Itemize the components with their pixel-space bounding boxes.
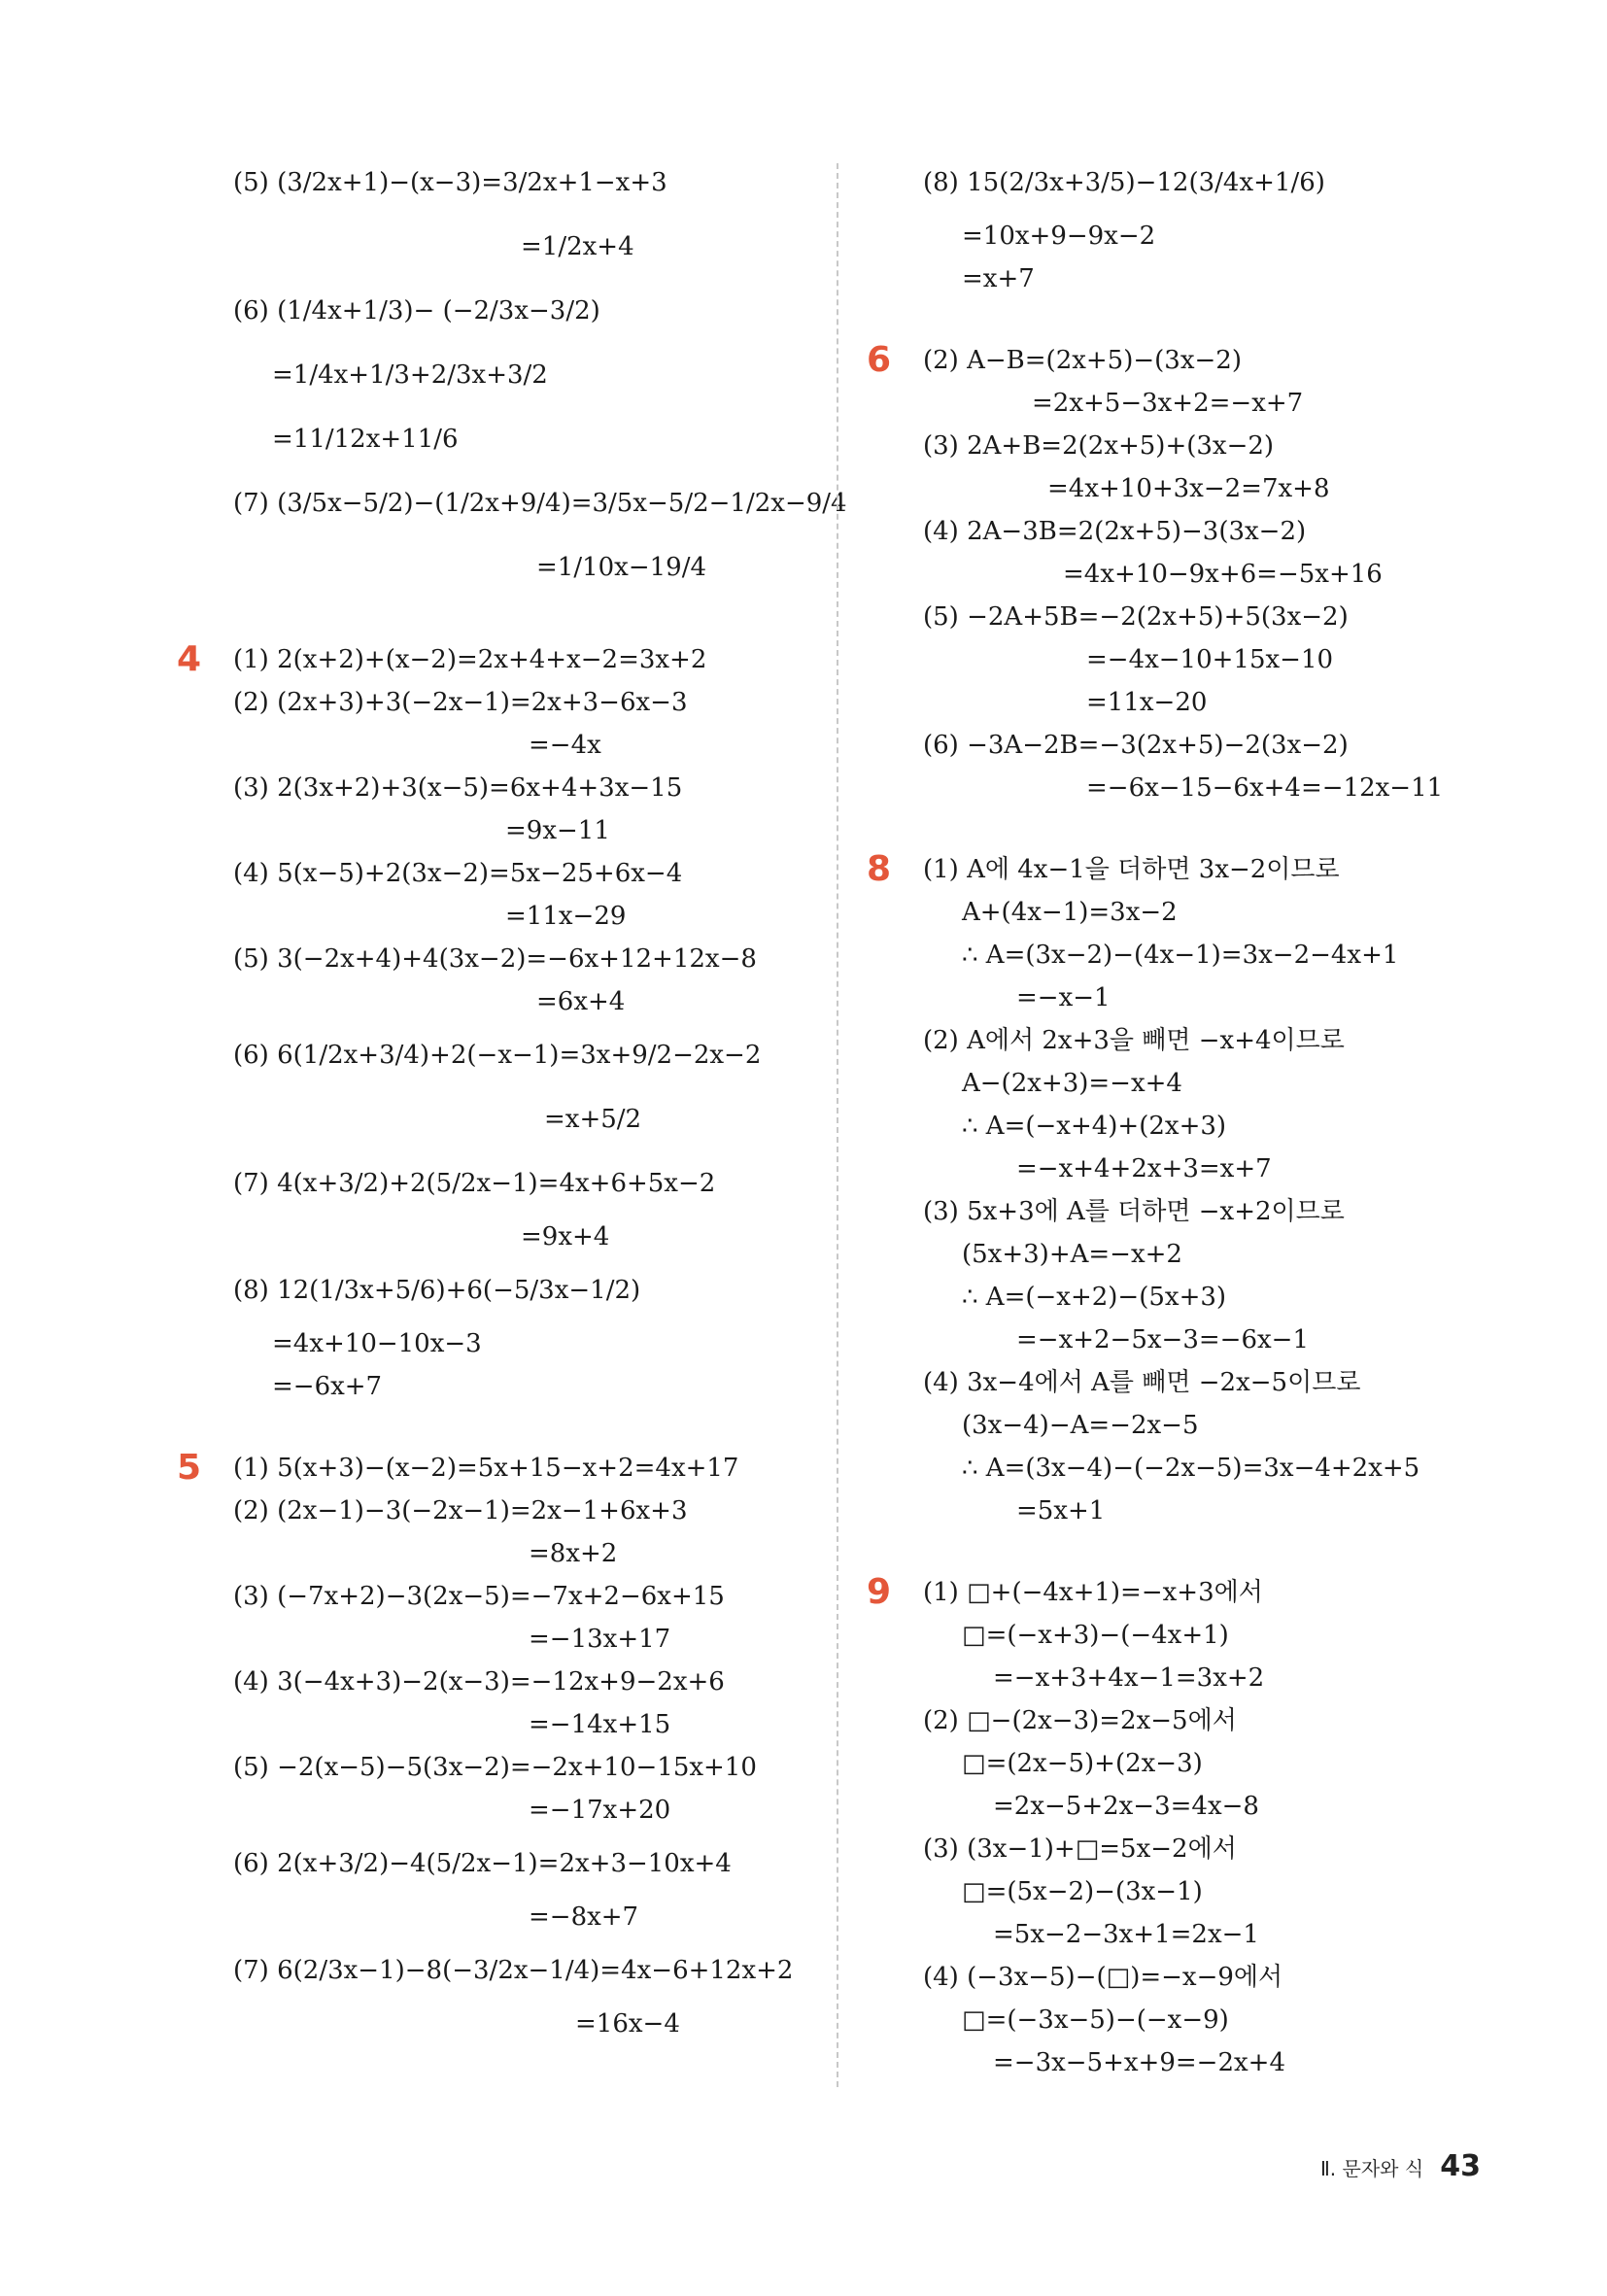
solution-text: (2) □−(2x−3)=2x−5에서 [923, 1706, 1237, 1735]
solution-text: (4) (−3x−5)−(□)=−x−9에서 [923, 1963, 1283, 1992]
solution-text: (1) 2(x+2)+(x−2)=2x+4+x−2=3x+2 [233, 645, 707, 674]
solution-text: (7) 4(x+3/2)+2(5/2x−1)=4x+6+5x−2 [233, 1169, 716, 1198]
solution-text: □=(5x−2)−(3x−1) [962, 1877, 1203, 1906]
solution-text: (3) 2A+B=2(2x+5)+(3x−2) [923, 431, 1275, 461]
solution-text: =6x+4 [536, 987, 626, 1016]
solution-text: =−6x+7 [272, 1372, 383, 1401]
solution-text: □=(−3x−5)−(−x−9) [962, 2005, 1229, 2035]
solution-line [233, 1087, 836, 1151]
solution-line [923, 1190, 1525, 1233]
solution-line [233, 1023, 836, 1087]
solution-line [923, 1999, 1525, 2041]
solution-text: (4) 5(x−5)+2(3x−2)=5x−25+6x−4 [233, 859, 683, 888]
section-gap [923, 300, 1525, 339]
solution-line [233, 1322, 836, 1365]
solution-text: (3) 2(3x+2)+3(x−5)=6x+4+3x−15 [233, 773, 683, 803]
solution-line [923, 1447, 1525, 1490]
solution-line [923, 1657, 1525, 1699]
solution-text: (6) (1/4x+1/3)− (−2/3x−3/2) [233, 296, 600, 326]
solution-line [233, 1151, 836, 1216]
solution-text: (5) −2A+5B=−2(2x+5)+5(3x−2) [923, 602, 1349, 632]
solution-line [233, 1703, 836, 1746]
solution-text: □=(−x+3)−(−4x+1) [962, 1621, 1229, 1650]
solution-text: =x+5/2 [544, 1105, 642, 1134]
solution-text: (5) −2(x−5)−5(3x−2)=−2x+10−15x+10 [233, 1753, 757, 1782]
solution-text: (3) (−7x+2)−3(2x−5)=−7x+2−6x+15 [233, 1582, 725, 1611]
solution-text: (1) □+(−4x+1)=−x+3에서 [923, 1578, 1263, 1607]
solution-text: □=(2x−5)+(2x−3) [962, 1749, 1203, 1778]
solution-line [923, 382, 1525, 425]
solution-text: ∴ A=(−x+4)+(2x+3) [962, 1112, 1227, 1141]
page-number: 43 [1440, 2149, 1481, 2183]
right-column [867, 151, 1525, 2084]
solution-line [867, 339, 1525, 382]
solution-line [923, 425, 1525, 467]
column-divider [837, 163, 838, 2087]
solution-text: ∴ A=(3x−4)−(−2x−5)=3x−4+2x+5 [962, 1454, 1420, 1483]
solution-text: (5) 3(−2x+4)+4(3x−2)=−6x+12+12x−8 [233, 944, 757, 974]
solution-text: (3x−4)−A=−2x−5 [962, 1411, 1199, 1440]
solution-text: =9x+4 [521, 1222, 610, 1251]
solution-text: =16x−4 [575, 2009, 680, 2039]
solution-line [923, 724, 1525, 767]
solution-line [923, 681, 1525, 724]
section-gap [233, 1408, 836, 1447]
solution-line [233, 1532, 836, 1575]
solution-line [233, 809, 836, 852]
solution-line [867, 848, 1525, 891]
solution-text: A−(2x+3)=−x+4 [962, 1069, 1182, 1098]
solution-line [233, 1216, 836, 1258]
solution-line [233, 1746, 836, 1789]
solution-text: =1/10x−19/4 [536, 553, 707, 582]
solution-text: (8) 15(2/3x+3/5)−12(3/4x+1/6) [923, 168, 1325, 197]
solution-line [923, 151, 1525, 215]
solution-line [233, 1789, 836, 1832]
solution-line [233, 1258, 836, 1322]
section-label: Ⅱ. 문자와 식 [1319, 2157, 1424, 2180]
solution-text: (7) (3/5x−5/2)−(1/2x+9/4)=3/5x−5/2−1/2x−9/4 [233, 489, 847, 518]
solution-line [233, 1896, 836, 1938]
solution-text: (2) A에서 2x+3을 빼면 −x+4이므로 [923, 1026, 1345, 1055]
solution-text: ∴ A=(−x+2)−(5x+3) [962, 1283, 1227, 1312]
solution-text: (1) A에 4x−1을 더하면 3x−2이므로 [923, 855, 1340, 884]
problem-number: 9 [867, 1572, 892, 1612]
solution-text: (7) 6(2/3x−1)−8(−3/2x−1/4)=4x−6+12x+2 [233, 1956, 794, 1985]
solution-line [923, 467, 1525, 510]
problem-number: 5 [177, 1448, 202, 1488]
solution-line [923, 1062, 1525, 1105]
solution-text: (4) 3(−4x+3)−2(x−3)=−12x+9−2x+6 [233, 1667, 725, 1696]
solution-line [923, 215, 1525, 257]
solution-line [233, 471, 847, 535]
solution-line [233, 215, 836, 279]
solution-line [233, 681, 836, 724]
solution-text: =2x+5−3x+2=−x+7 [1032, 389, 1304, 418]
solution-text: A+(4x−1)=3x−2 [962, 898, 1178, 927]
solution-line [923, 2041, 1525, 2084]
solution-text: =5x+1 [1016, 1496, 1106, 1525]
solution-line [233, 895, 836, 938]
solution-line [923, 1404, 1525, 1447]
solution-text: =−x−1 [1016, 983, 1111, 1012]
solution-line [233, 767, 836, 809]
solution-text: =5x−2−3x+1=2x−1 [993, 1920, 1259, 1949]
solution-line [923, 1319, 1525, 1361]
solution-text: (1) 5(x+3)−(x−2)=5x+15−x+2=4x+17 [233, 1454, 739, 1483]
solution-line [233, 1938, 836, 2003]
solution-text: =8x+2 [529, 1539, 618, 1568]
solution-text: =−17x+20 [529, 1796, 671, 1825]
solution-line [233, 1575, 836, 1618]
solution-text: =11x−20 [1086, 688, 1208, 717]
solution-line [233, 343, 836, 407]
solution-line [923, 1490, 1525, 1532]
solution-text: (5x+3)+A=−x+2 [962, 1240, 1182, 1269]
solution-text: =x+7 [962, 264, 1035, 293]
solution-line [233, 938, 836, 980]
solution-text: =11/12x+11/6 [272, 425, 459, 454]
solution-text: =−4x−10+15x−10 [1086, 645, 1334, 674]
page-footer [1320, 2149, 1481, 2183]
solution-line [233, 1832, 836, 1896]
section-gap [233, 600, 836, 638]
section-gap [923, 809, 1525, 848]
solution-line [177, 638, 836, 681]
solution-text: (5) (3/2x+1)−(x−3)=3/2x+1−x+3 [233, 168, 667, 197]
solution-line [233, 980, 836, 1023]
solution-line [233, 724, 836, 767]
solution-text: =9x−11 [505, 816, 610, 845]
solution-line [923, 1361, 1525, 1404]
solution-text: (3) (3x−1)+□=5x−2에서 [923, 1834, 1237, 1864]
solution-line [233, 852, 836, 895]
solution-line [923, 1105, 1525, 1148]
solution-text: =−x+2−5x−3=−6x−1 [1016, 1325, 1309, 1354]
solution-line [923, 638, 1525, 681]
solution-text: (8) 12(1/3x+5/6)+6(−5/3x−1/2) [233, 1276, 641, 1305]
solution-line [923, 1276, 1525, 1319]
solution-text: =2x−5+2x−3=4x−8 [993, 1792, 1259, 1821]
solution-text: =4x+10+3x−2=7x+8 [1047, 474, 1330, 503]
solution-text: =4x+10−10x−3 [272, 1329, 482, 1358]
problem-number: 8 [867, 849, 892, 889]
solution-text: =1/2x+4 [521, 232, 634, 261]
solution-text: =4x+10−9x+6=−5x+16 [1063, 560, 1383, 589]
solution-text: =−4x [529, 731, 601, 760]
solution-line [923, 1956, 1525, 1999]
solution-line [923, 510, 1525, 553]
solution-line [923, 1785, 1525, 1828]
solution-line [923, 1742, 1525, 1785]
solution-text: (6) 6(1/2x+3/4)+2(−x−1)=3x+9/2−2x−2 [233, 1041, 762, 1070]
solution-text: =10x+9−9x−2 [962, 222, 1156, 251]
solution-line [233, 151, 836, 215]
solution-line [233, 1490, 836, 1532]
solution-text: =−x+3+4x−1=3x+2 [993, 1663, 1265, 1693]
section-gap [923, 1532, 1525, 1571]
solution-line [233, 535, 836, 600]
solution-line [233, 1365, 836, 1408]
solution-line [923, 1828, 1525, 1870]
solution-line [233, 2003, 836, 2045]
solution-line [923, 1870, 1525, 1913]
solution-line [923, 977, 1525, 1019]
solution-line [923, 1019, 1525, 1062]
solution-line [867, 1571, 1525, 1614]
left-column [177, 151, 847, 2045]
solution-text: =−13x+17 [529, 1625, 671, 1654]
solution-text: =1/4x+1/3+2/3x+3/2 [272, 360, 548, 390]
solution-line [923, 934, 1525, 977]
solution-text: =−14x+15 [529, 1710, 671, 1739]
solution-text: =−x+4+2x+3=x+7 [1016, 1154, 1272, 1183]
solution-text: (2) A−B=(2x+5)−(3x−2) [923, 346, 1242, 375]
solution-text: (2) (2x−1)−3(−2x−1)=2x−1+6x+3 [233, 1496, 688, 1525]
solution-line [923, 1699, 1525, 1742]
solution-line [923, 257, 1525, 300]
problem-number: 4 [177, 639, 202, 679]
solution-text: =−8x+7 [529, 1902, 639, 1932]
solution-text: (4) 3x−4에서 A를 빼면 −2x−5이므로 [923, 1368, 1361, 1397]
solution-text: ∴ A=(3x−2)−(4x−1)=3x−2−4x+1 [962, 941, 1399, 970]
solution-text: (2) (2x+3)+3(−2x−1)=2x+3−6x−3 [233, 688, 688, 717]
solution-line [923, 553, 1525, 596]
solution-line [923, 1913, 1525, 1956]
solution-line [923, 1148, 1525, 1190]
problem-number: 6 [867, 340, 892, 380]
solution-text: (6) −3A−2B=−3(2x+5)−2(3x−2) [923, 731, 1349, 760]
solution-text: (6) 2(x+3/2)−4(5/2x−1)=2x+3−10x+4 [233, 1849, 732, 1878]
solution-line [923, 767, 1525, 809]
solution-line [233, 407, 836, 471]
solution-text: =−6x−15−6x+4=−12x−11 [1086, 773, 1444, 803]
solution-line [923, 1614, 1525, 1657]
solution-line [923, 596, 1525, 638]
solution-line [177, 1447, 836, 1490]
solution-line [923, 1233, 1525, 1276]
solution-line [923, 891, 1525, 934]
solution-line [233, 279, 836, 343]
solution-text: =−3x−5+x+9=−2x+4 [993, 2048, 1285, 2077]
solution-line [233, 1618, 836, 1661]
solution-text: (3) 5x+3에 A를 더하면 −x+2이므로 [923, 1197, 1345, 1226]
solution-text: (4) 2A−3B=2(2x+5)−3(3x−2) [923, 517, 1307, 546]
solution-text: =11x−29 [505, 902, 627, 931]
solution-line [233, 1661, 836, 1703]
